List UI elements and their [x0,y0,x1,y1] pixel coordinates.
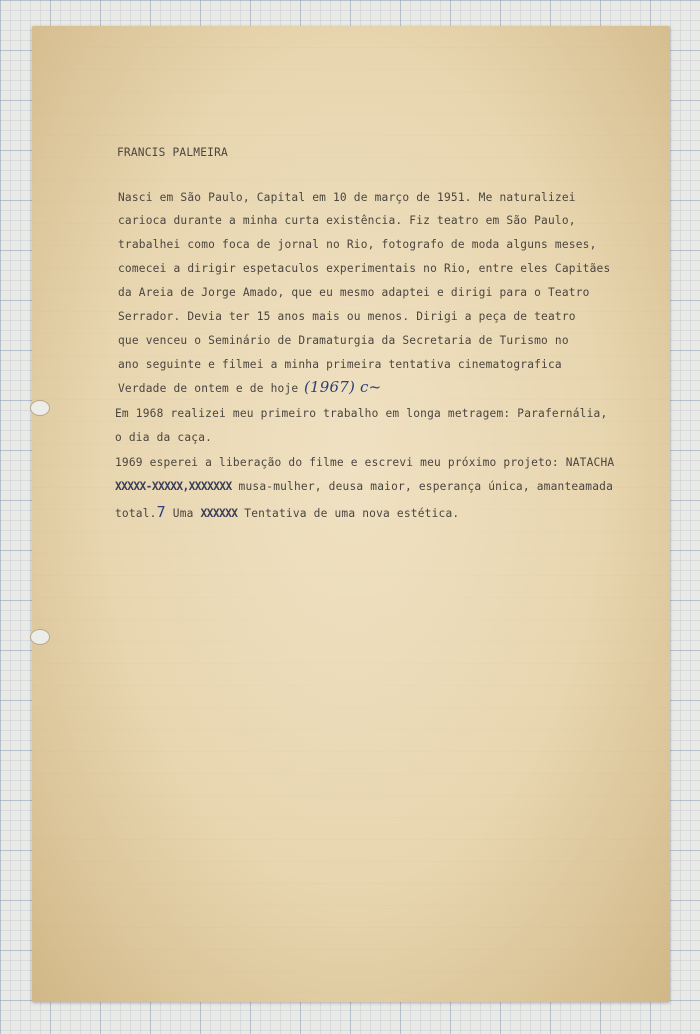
text-line: comecei a dirigir espetaculos experimentais no Rio, entre eles Capitães [118,262,611,275]
text-line: 1969 esperei a liberação do filme e escrevi meu próximo projeto: NATACHA [115,456,615,469]
text-line: Serrador. Devia ter 15 anos mais ou menos. Dirigi a peça de teatro [118,310,576,323]
text-line: o dia da caça. [115,431,213,444]
struck-out-text: XXXXX-XXXXX,XXXXXXX [115,480,232,493]
handwritten-note: (1967) c~ [304,378,382,396]
text-fragment: Tentativa de uma nova estética. [237,507,460,520]
text-line: total.7 Uma XXXXXX Tentativa de uma nova estética. [115,503,460,521]
text-line: Em 1968 realizei meu primeiro trabalho em longa metragem: Parafernália, [115,407,608,420]
document-title: FRANCIS PALMEIRA [117,146,228,159]
text-line: trabalhei como foca de jornal no Rio, fotografo de moda alguns meses, [118,238,597,251]
text-fragment: musa-mulher, deusa maior, esperança única, amanteamada [231,480,614,493]
text-line [115,480,613,494]
text-line: da Areia de Jorge Amado, que eu mesmo adaptei e dirigi para o Teatro [118,286,590,299]
text-line: Verdade de ontem e de hoje [118,382,299,395]
struck-out-text: XXXXXX [200,507,238,520]
text-line: Nasci em São Paulo, Capital em 10 de março de 1951. Me naturalizei [118,191,576,204]
text-line: carioca durante a minha curta existência. Fiz teatro em São Paulo, [118,214,576,227]
text-line: que venceu o Seminário de Dramaturgia da Secretaria de Turismo no [118,334,569,347]
bracket-mark: 7 [156,503,166,521]
text-line: ano seguinte e filmei a minha primeira tentativa cinematografica [118,358,562,371]
text-fragment: total. [115,507,157,520]
